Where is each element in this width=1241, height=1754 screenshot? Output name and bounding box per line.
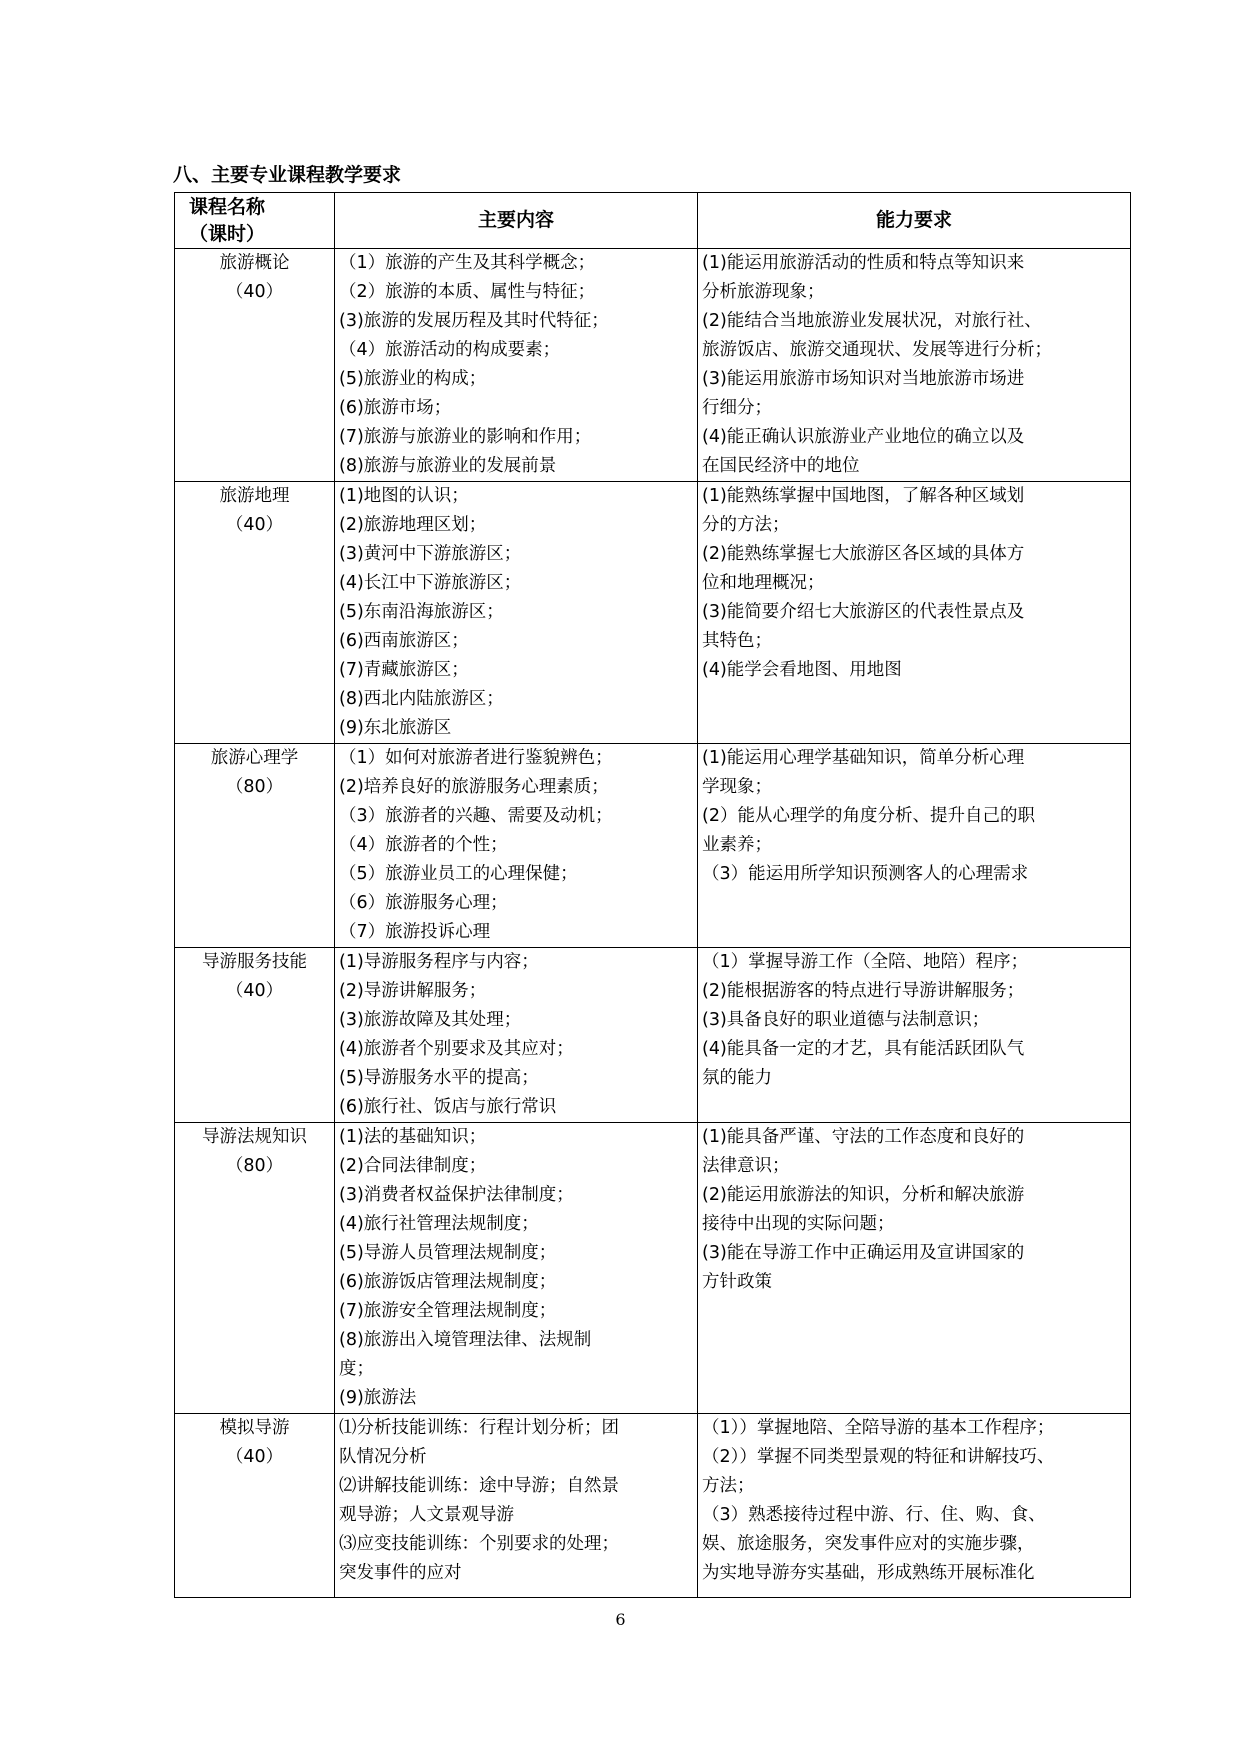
ability-line: 为实地导游夯实基础，形成熟练开展标准化 — [702, 1563, 1035, 1583]
course-hours: （80） — [225, 777, 284, 797]
header-ability-requirements: 能力要求 — [698, 193, 1131, 249]
content-line: 队情况分析 — [339, 1447, 427, 1467]
ability-line: (3)能简要介绍七大旅游区的代表性景点及 — [702, 602, 1025, 622]
ability-line: 其特色； — [702, 631, 772, 651]
content-line: (2)旅游地理区划； — [339, 515, 487, 535]
ability-line: 业素养； — [702, 835, 772, 855]
content-line: (2)合同法律制度； — [339, 1156, 487, 1176]
content-line: （2）旅游的本质、属性与特征； — [339, 282, 596, 302]
ability-line: (4)能正确认识旅游业产业地位的确立以及 — [702, 427, 1025, 447]
table-row — [175, 249, 1131, 482]
table-header-row — [175, 193, 1131, 249]
ability-requirements-cell — [698, 249, 1131, 482]
ability-line: (4)能具备一定的才艺，具有能活跃团队气 — [702, 1039, 1025, 1059]
ability-line: (2)能运用旅游法的知识，分析和解决旅游 — [702, 1185, 1025, 1205]
content-line: (3)黄河中下游旅游区； — [339, 544, 522, 564]
content-line: (1)导游服务程序与内容； — [339, 952, 539, 972]
content-line: （4）旅游者的个性； — [339, 835, 508, 855]
ability-requirements-cell — [698, 1414, 1131, 1598]
main-content-cell — [335, 1414, 698, 1598]
main-content-cell — [335, 1123, 698, 1414]
ability-line: (2)能结合当地旅游业发展状况，对旅行社、 — [702, 311, 1042, 331]
header-course-name-line1: 课程名称 — [189, 195, 266, 218]
course-hours: （40） — [225, 515, 284, 535]
section-title: 八、主要专业课程教学要求 — [173, 164, 402, 186]
page-number: 6 — [615, 1610, 626, 1629]
ability-line: 行细分； — [702, 398, 772, 418]
content-line: 度； — [339, 1359, 374, 1379]
content-line: (6)旅行社、饭店与旅行常识 — [339, 1097, 557, 1117]
ability-line: 方针政策 — [702, 1272, 772, 1292]
ability-line: 位和地理概况； — [702, 573, 825, 593]
content-line: (5)导游服务水平的提高； — [339, 1068, 539, 1088]
content-line: （4）旅游活动的构成要素； — [339, 340, 561, 360]
content-line: (4)长江中下游旅游区； — [339, 573, 522, 593]
content-line: (5)导游人员管理法规制度； — [339, 1243, 557, 1263]
ability-line: 法律意识； — [702, 1156, 790, 1176]
content-line: (1)法的基础知识； — [339, 1127, 487, 1147]
ability-requirements-cell — [698, 744, 1131, 948]
content-line: (7)旅游与旅游业的影响和作用； — [339, 427, 592, 447]
course-requirements-table — [174, 192, 1131, 1598]
content-line: (8)旅游与旅游业的发展前景 — [339, 456, 557, 476]
content-line: (2)培养良好的旅游服务心理素质； — [339, 777, 609, 797]
ability-line: (2)能根据游客的特点进行导游讲解服务； — [702, 981, 1025, 1001]
course-name: 旅游概论 — [219, 253, 290, 273]
content-line: （1）如何对旅游者进行鉴貌辨色； — [339, 748, 613, 768]
table-row — [175, 482, 1131, 744]
table-row — [175, 1123, 1131, 1414]
ability-line: (4)能学会看地图、用地图 — [702, 660, 902, 680]
course-name: 模拟导游 — [219, 1418, 290, 1438]
ability-line: (2)能熟练掌握七大旅游区各区域的具体方 — [702, 544, 1025, 564]
content-line: (2)导游讲解服务； — [339, 981, 487, 1001]
content-line: (3)消费者权益保护法律制度； — [339, 1185, 574, 1205]
ability-line: 在国民经济中的地位 — [702, 456, 860, 476]
course-name: 旅游心理学 — [210, 748, 299, 768]
content-line: (5)旅游业的构成； — [339, 369, 487, 389]
ability-line: （2））掌握不同类型景观的特征和讲解技巧、 — [702, 1447, 1055, 1467]
ability-line: 氛的能力 — [702, 1068, 772, 1088]
ability-line: 旅游饭店、旅游交通现状、发展等进行分析； — [702, 340, 1052, 360]
table-row — [175, 1414, 1131, 1598]
main-content-cell — [335, 482, 698, 744]
content-line: (6)旅游饭店管理法规制度； — [339, 1272, 557, 1292]
content-line: 突发事件的应对 — [339, 1563, 462, 1583]
content-line: (6)西南旅游区； — [339, 631, 469, 651]
ability-line: 方法； — [702, 1476, 755, 1496]
header-course-name-line2: （课时） — [189, 222, 266, 245]
main-content-cell — [335, 249, 698, 482]
main-content-cell — [335, 744, 698, 948]
content-line: (1)地图的认识； — [339, 486, 469, 506]
ability-line: 分析旅游现象； — [702, 282, 825, 302]
ability-line: （3）熟悉接待过程中游、行、住、购、食、 — [702, 1505, 1046, 1525]
content-line: (3)旅游故障及其处理； — [339, 1010, 522, 1030]
ability-line: （3）能运用所学知识预测客人的心理需求 — [702, 864, 1029, 884]
ability-requirements-cell — [698, 482, 1131, 744]
content-line: （3）旅游者的兴趣、需要及动机； — [339, 806, 613, 826]
ability-line: 接待中出现的实际问题； — [702, 1214, 895, 1234]
content-line: (8)旅游出入境管理法律、法规制 — [339, 1330, 592, 1350]
content-line: （7）旅游投诉心理 — [339, 922, 491, 942]
course-name: 导游服务技能 — [202, 952, 307, 972]
content-line: (9)东北旅游区 — [339, 718, 452, 738]
ability-requirements-cell — [698, 1123, 1131, 1414]
course-name-cell — [175, 1414, 335, 1598]
course-hours: （80） — [225, 1156, 284, 1176]
course-hours: （40） — [225, 282, 284, 302]
content-line: (6)旅游市场； — [339, 398, 452, 418]
content-line: (7)青藏旅游区； — [339, 660, 469, 680]
content-line: （1）旅游的产生及其科学概念； — [339, 253, 596, 273]
ability-line: (1)能运用旅游活动的性质和特点等知识来 — [702, 253, 1025, 273]
main-content-cell — [335, 948, 698, 1123]
content-line: (8)西北内陆旅游区； — [339, 689, 504, 709]
content-line: (7)旅游安全管理法规制度； — [339, 1301, 557, 1321]
ability-line: （1））掌握地陪、全陪导游的基本工作程序； — [702, 1418, 1055, 1438]
content-line: ⑴分析技能训练：行程计划分析；团 — [339, 1418, 619, 1438]
course-name-cell — [175, 482, 335, 744]
header-course-name — [175, 193, 335, 249]
content-line: 观导游；人文景观导游 — [339, 1505, 514, 1525]
course-name: 导游法规知识 — [202, 1127, 307, 1147]
ability-line: (1)能具备严谨、守法的工作态度和良好的 — [702, 1127, 1025, 1147]
course-name-cell — [175, 249, 335, 482]
ability-line: (1)能熟练掌握中国地图，了解各种区域划 — [702, 486, 1025, 506]
content-line: ⑵讲解技能训练：途中导游；自然景 — [339, 1476, 619, 1496]
content-line: (4)旅行社管理法规制度； — [339, 1214, 539, 1234]
ability-line: (2）能从心理学的角度分析、提升自己的职 — [702, 806, 1035, 826]
ability-line: （1）掌握导游工作（全陪、地陪）程序； — [702, 952, 1029, 972]
course-name-cell — [175, 948, 335, 1123]
content-line: ⑶应变技能训练：个别要求的处理； — [339, 1534, 619, 1554]
course-name: 旅游地理 — [219, 486, 290, 506]
ability-line: (3)能在导游工作中正确运用及宣讲国家的 — [702, 1243, 1025, 1263]
ability-line: (1)能运用心理学基础知识，简单分析心理 — [702, 748, 1025, 768]
content-line: (4)旅游者个别要求及其应对； — [339, 1039, 574, 1059]
ability-line: 分的方法； — [702, 515, 790, 535]
content-line: (5)东南沿海旅游区； — [339, 602, 504, 622]
content-line: （6）旅游服务心理； — [339, 893, 508, 913]
ability-line: 学现象； — [702, 777, 772, 797]
ability-line: (3)能运用旅游市场知识对当地旅游市场进 — [702, 369, 1025, 389]
ability-line: (3)具备良好的职业道德与法制意识； — [702, 1010, 990, 1030]
course-name-cell — [175, 744, 335, 948]
header-main-content: 主要内容 — [335, 193, 698, 249]
content-line: (9)旅游法 — [339, 1388, 417, 1408]
course-name-cell — [175, 1123, 335, 1414]
ability-requirements-cell — [698, 948, 1131, 1123]
content-line: (3)旅游的发展历程及其时代特征； — [339, 311, 609, 331]
ability-line: 娱、旅途服务，突发事件应对的实施步骤， — [702, 1534, 1035, 1554]
course-hours: （40） — [225, 981, 284, 1001]
content-line: （5）旅游业员工的心理保健； — [339, 864, 578, 884]
course-hours: （40） — [225, 1447, 284, 1467]
table-row — [175, 744, 1131, 948]
table-row — [175, 948, 1131, 1123]
